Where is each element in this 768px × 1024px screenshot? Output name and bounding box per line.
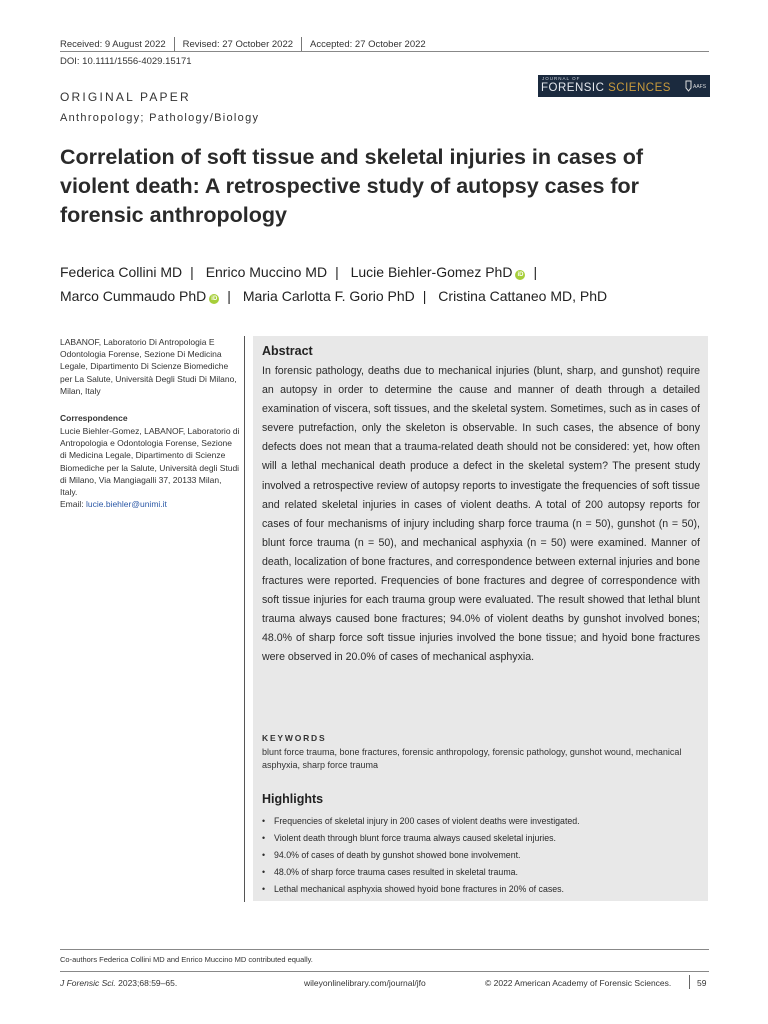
author[interactable]: Cristina Cattaneo MD, PhD xyxy=(438,288,608,304)
footer-divider xyxy=(689,975,690,989)
journal-logo[interactable] xyxy=(538,75,710,97)
svg-text:AAFS: AAFS xyxy=(693,84,707,90)
orcid-icon[interactable]: iD xyxy=(517,272,524,278)
date-divider xyxy=(174,37,175,51)
author[interactable]: Marco Cummaudo PhD iD xyxy=(60,288,218,304)
affiliation: LABANOF, Laboratorio Di Antropologia E Odontologia Forense, Sezione Di Medicina Legale, Dipartimento Di Scienze Biomediche per La Salute, Università Degli Studi Di Milano, Milan, Italy xyxy=(60,337,237,396)
paper-type: ORIGINAL PAPER xyxy=(60,90,191,104)
keywords-text: blunt force trauma, bone fractures, forensic anthropology, forensic pathology, gunshot wound, mechanical asphyxia, sharp force trauma xyxy=(262,747,682,770)
aafs-seal-icon xyxy=(684,79,708,93)
subject-area: Anthropology; Pathology/Biology xyxy=(60,112,260,124)
author[interactable]: Enrico Muccino MD xyxy=(205,264,328,280)
correspondence xyxy=(60,425,240,510)
citation-details: 2023;68:59–65. xyxy=(115,978,178,988)
article-title: Correlation of soft tissue and skeletal injuries in cases of violent death: A retrospective study of autopsy cases for forensic anthropology xyxy=(60,145,644,227)
footnote-rule xyxy=(60,949,709,950)
coauthors-note: Co-authors Federica Collini MD and Enrico Muccino MD contributed equally. xyxy=(60,955,313,964)
highlight-item: • Violent death through blunt force trauma always caused skeletal injuries. xyxy=(262,830,702,847)
correspondence-address: Lucie Biehler-Gomez, LABANOF, Laboratorio di Antropologia e Odontologia Forense, Sezione di Medicina Legale, Dipartimento di Scienze Biomediche per la Salute, Università degli Studi di Milano, Via Mangiagalli 37, 20133 Milan, Italy. xyxy=(60,426,240,498)
citation xyxy=(60,978,177,988)
page-number: 59 xyxy=(697,978,707,988)
keywords-heading: KEYWORDS xyxy=(262,733,327,743)
email-link[interactable]: lucie.biehler@unimi.it xyxy=(85,499,167,510)
copyright: © 2022 American Academy of Forensic Sciences. xyxy=(485,978,672,988)
highlights-heading: Highlights xyxy=(262,792,324,806)
abstract-text: In forensic pathology, deaths due to mechanical injuries (blunt, sharp, and gunshot) require an autopsy in order to determine the cause and manner of death through a detailed examination of viscera, soft tissues, and the skeletal system. Sometimes, such as in cases of severe putrefaction, only the skeleton is observable. In such cases, the absence of bony defects does not mean that a trauma-related death should not be considered: yet, how often will a lethal mechanical death produce a defect in the skeletal system? The present study involved a retrospective review of autopsy reports to investigate the frequencies of soft tissue and related skeletal injuries in cases of violent deaths. A total of 200 autopsy reports for cases of four mechanisms of injury including sharp force trauma (n = 50), gunshot (n = 50), blunt force trauma (n = 50), and mechanical asphyxia (n = 50) were examined. Manner of death, localization of bone fractures, and correspondence between external injuries and bone fractures were reported. Frequencies of bone fractures and degree of correspondence with soft tissue injuries for each trauma group were evaluated. The result showed that lethal blunt trauma always caused bone fractures; 94.0% of violent deaths by gunshot involved bones; 48.0% of sharp force soft tissue injuries involved the bone tissue; and hyoid bone fractures were observed in 20.0% of cases of mechanical asphyxia. xyxy=(262,365,700,664)
received-date: Received: 9 August 2022 xyxy=(60,38,166,50)
journal-url[interactable]: wileyonlinelibrary.com/journal/jfo xyxy=(304,978,426,988)
highlight-item: • Frequencies of skeletal injury in 200 cases of violent deaths were investigated. xyxy=(262,813,702,830)
author-list: Federica Collini MD | Enrico Muccino MD | Lucie Biehler-Gomez PhD iD | Marco Cummaudo PhD iD | Maria Carlotta F. Gorio PhD | Cristina Cattaneo MD, PhD xyxy=(60,264,608,304)
correspondence-heading: Correspondence xyxy=(60,413,128,423)
footer-rule xyxy=(60,971,709,972)
author[interactable]: Federica Collini MD xyxy=(60,264,183,280)
journal-logo-small-text: JOURNAL OF xyxy=(542,76,581,81)
publication-dates xyxy=(60,37,426,51)
date-divider xyxy=(301,37,302,51)
column-divider xyxy=(244,336,245,902)
author[interactable]: Lucie Biehler-Gomez PhD iD xyxy=(350,264,524,280)
accepted-date: Accepted: 27 October 2022 xyxy=(310,38,426,50)
highlight-item: • 94.0% of cases of death by gunshot showed bone involvement. xyxy=(262,847,702,864)
author[interactable]: Maria Carlotta F. Gorio PhD xyxy=(242,288,415,304)
highlight-item: • 48.0% of sharp force trauma cases resulted in skeletal trauma. xyxy=(262,864,702,881)
orcid-icon[interactable]: iD xyxy=(211,296,218,302)
highlights-list xyxy=(262,813,702,898)
doi[interactable]: DOI: 10.1111/1556-4029.15171 xyxy=(60,56,192,67)
email-label: Email: xyxy=(60,499,86,510)
abstract-heading: Abstract xyxy=(262,344,313,358)
journal-abbrev: J Forensic Sci. xyxy=(60,978,116,988)
highlight-item: • Lethal mechanical asphyxia showed hyoid bone fractures in 20% of cases. xyxy=(262,881,702,898)
journal-logo-name: FORENSIC SCIENCES xyxy=(541,82,671,94)
revised-date: Revised: 27 October 2022 xyxy=(182,38,294,50)
header-rule xyxy=(60,51,709,52)
